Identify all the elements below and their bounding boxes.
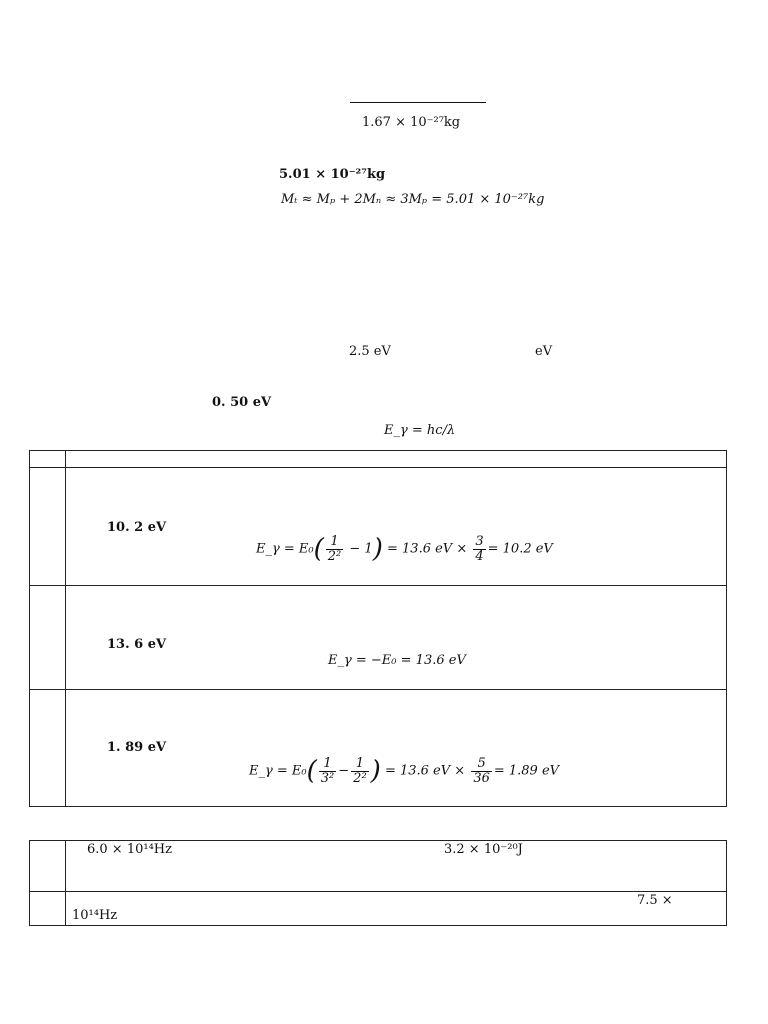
frequency-value-part: 7.5 × — [637, 893, 673, 908]
eq-mid: = 13.6 eV × — [384, 763, 466, 779]
row-equation — [256, 534, 553, 564]
photon-formula: E_γ = hc/λ — [384, 423, 456, 438]
table-header-row — [30, 451, 727, 468]
eq-result: = 1.89 eV — [493, 763, 560, 779]
mass-denominator: 1.67 × 10⁻²⁷kg — [362, 115, 461, 130]
energy-value: 3.2 × 10⁻²⁰J — [444, 842, 523, 857]
paren-close: ) — [372, 534, 383, 564]
frac-den: 4 — [475, 548, 484, 564]
fraction — [351, 757, 368, 786]
energy-value-right: eV — [535, 344, 553, 359]
energy-answer: 0. 50 eV — [212, 395, 272, 410]
frac-den: 2² — [353, 770, 367, 786]
fraction — [319, 757, 336, 786]
fraction — [471, 757, 492, 786]
table-cell — [66, 841, 727, 892]
fraction — [326, 535, 343, 564]
eq-lhs: E_γ = E₀ — [249, 763, 307, 779]
frac-num: 1 — [326, 535, 343, 550]
frequency-value-wrap: 10¹⁴Hz — [72, 908, 118, 923]
table-cell — [66, 586, 727, 690]
fraction-bar — [350, 102, 486, 103]
table-cell — [66, 468, 727, 586]
table-cell — [66, 690, 727, 807]
table-row — [30, 468, 727, 586]
frac-num: 1 — [319, 757, 336, 772]
frac-den: 36 — [473, 770, 490, 786]
mass-answer: 5.01 × 10⁻²⁷kg — [279, 167, 386, 182]
table-cell — [66, 892, 727, 926]
frequency-table — [29, 840, 727, 926]
table-cell — [66, 451, 727, 468]
table-cell — [30, 468, 66, 586]
mass-equation: Mₜ ≈ Mₚ + 2Mₙ ≈ 3Mₚ = 5.01 × 10⁻²⁷kg — [281, 192, 545, 207]
row-answer: 13. 6 eV — [107, 637, 167, 652]
row-equation: E_γ = −E₀ = 13.6 eV — [328, 653, 466, 668]
table-row — [30, 892, 727, 926]
table-row — [30, 841, 727, 892]
frac-den: 2² — [327, 548, 342, 564]
minus-sign: − — [338, 763, 350, 779]
table-cell — [30, 690, 66, 807]
eq-result: = 10.2 eV — [487, 541, 553, 557]
frequency-value: 6.0 × 10¹⁴Hz — [87, 842, 172, 857]
table-cell — [30, 841, 66, 892]
table-row — [30, 690, 727, 807]
frac-den: 3² — [320, 770, 335, 786]
eq-lhs: E_γ = E₀ — [256, 541, 314, 557]
table-row — [30, 586, 727, 690]
transition-table — [29, 450, 727, 807]
frac-num: 1 — [351, 757, 368, 772]
row-answer: 10. 2 eV — [107, 520, 167, 535]
row-answer: 1. 89 eV — [107, 740, 167, 755]
energy-value-left: 2.5 eV — [349, 344, 391, 359]
table-cell — [30, 586, 66, 690]
frac-num: 3 — [475, 533, 484, 549]
paren-open: ( — [313, 534, 324, 564]
paren-close: ) — [370, 756, 381, 786]
table-cell — [30, 451, 66, 468]
inner-tail: − 1 — [345, 541, 373, 557]
fraction — [473, 535, 485, 564]
frac-num: 5 — [471, 757, 492, 772]
row-equation — [249, 756, 559, 786]
paren-open: ( — [306, 756, 317, 786]
table-cell — [30, 892, 66, 926]
eq-mid: = 13.6 eV × — [387, 541, 468, 557]
